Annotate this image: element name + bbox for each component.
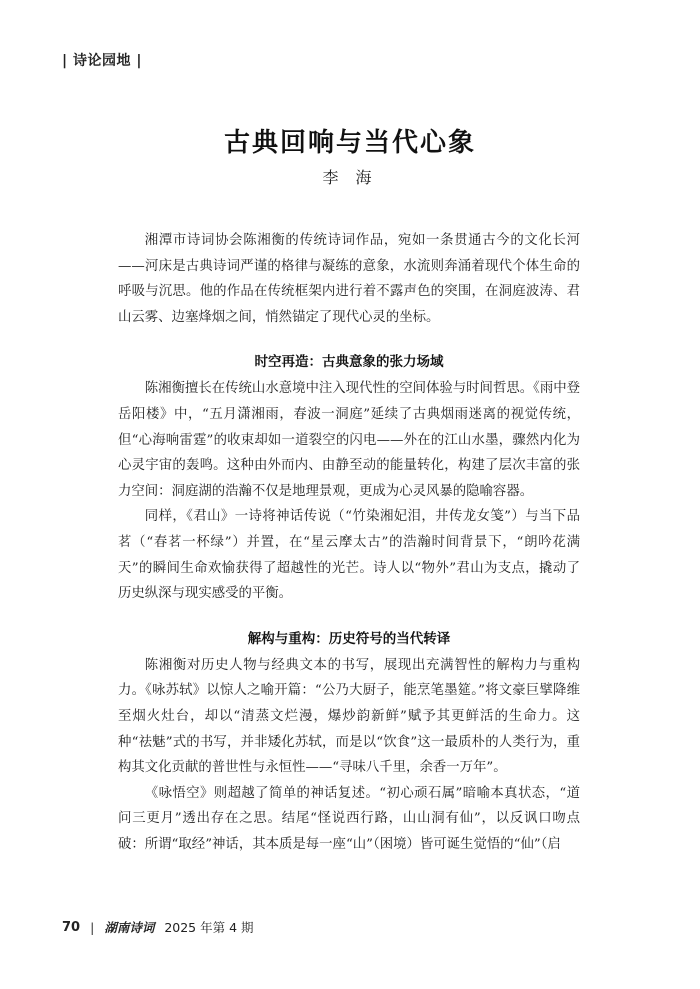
section1-heading: 时空再造：古典意象的张力场域 xyxy=(254,354,444,371)
section-tag: | 诗论园地 | xyxy=(62,53,142,69)
section1-paragraph-1: 陈湘衡擅长在传统山水意境中注入现代性的空间体验与时间哲思。《雨中登岳阳楼》中，“五月潇湘雨，春波一洞庭”延续了古典烟雨迷离的视觉传统，但“心海响雷霆”的收束却如一道裂空的闪电——外在的江山水墨，骤然内化为心灵宇宙的轰鸣。这种由外而内、由静至动的能量转化，构建了层次丰富的张力空间：洞庭湖的浩瀚不仅是地理景观，更成为心灵风暴的隐喻容器。 xyxy=(118,381,580,499)
article-body xyxy=(118,228,580,857)
page-number: 70 xyxy=(62,919,81,935)
section2-paragraph-1: 陈湘衡对历史人物与经典文本的书写，展现出充满智性的解构力与重构力。《咏苏轼》以惊人之喻开篇：“公乃大厨子，能烹笔墨筵。”将文豪巨擘降维至烟火灶台，却以“清蒸文烂漫，爆炒韵新鲜”赋予其更鲜活的生命力。这种“祛魅”式的书写，并非矮化苏轼，而是以“饮食”这一最质朴的人类行为，重构其文化贡献的普世性与永恒性——“寻味八千里，余香一万年”。 xyxy=(118,657,580,776)
section2-heading: 解构与重构：历史符号的当代转译 xyxy=(247,630,451,647)
issue-label: 2025 年第 4 期 xyxy=(164,920,254,935)
article-title: 古典回响与当代心象 xyxy=(223,128,476,158)
section2-paragraph-2: 《咏悟空》则超越了简单的神话复述。“初心顽石属”暗喻本真状态，“道问三更月”透出存在之思。结尾“怪说西行路，山山洞有仙”，以反讽口吻点破：所谓“取经”神话，其本质是每一座“山”（困境）皆可诞生觉悟的“仙”（启 xyxy=(118,785,580,852)
journal-name: 湖南诗词 xyxy=(104,920,155,935)
page-footer xyxy=(62,918,254,936)
intro-paragraph: 湘潭市诗词协会陈湘衡的传统诗词作品，宛如一条贯通古今的文化长河——河床是古典诗词严谨的格律与凝练的意象，水流则奔涌着现代个体生命的呼吸与沉思。他的作品在传统框架内进行着不露声色的突围，在洞庭波涛、君山云雾、边塞烽烟之间，悄然锚定了现代心灵的坐标。 xyxy=(118,233,580,325)
footer-separator: | xyxy=(90,919,95,935)
article-author: 李 海 xyxy=(322,168,378,187)
section1-paragraph-2: 同样，《君山》一诗将神话传说（“竹染湘妃泪，井传龙女笺”）与当下品茗（“春茗一杯绿”）并置，在“星云摩太古”的浩瀚时间背景下，“朗吟花满天”的瞬间生命欢愉获得了超越性的光芒。诗人以“物外”君山为支点，撬动了历史纵深与现实感受的平衡。 xyxy=(118,509,580,602)
